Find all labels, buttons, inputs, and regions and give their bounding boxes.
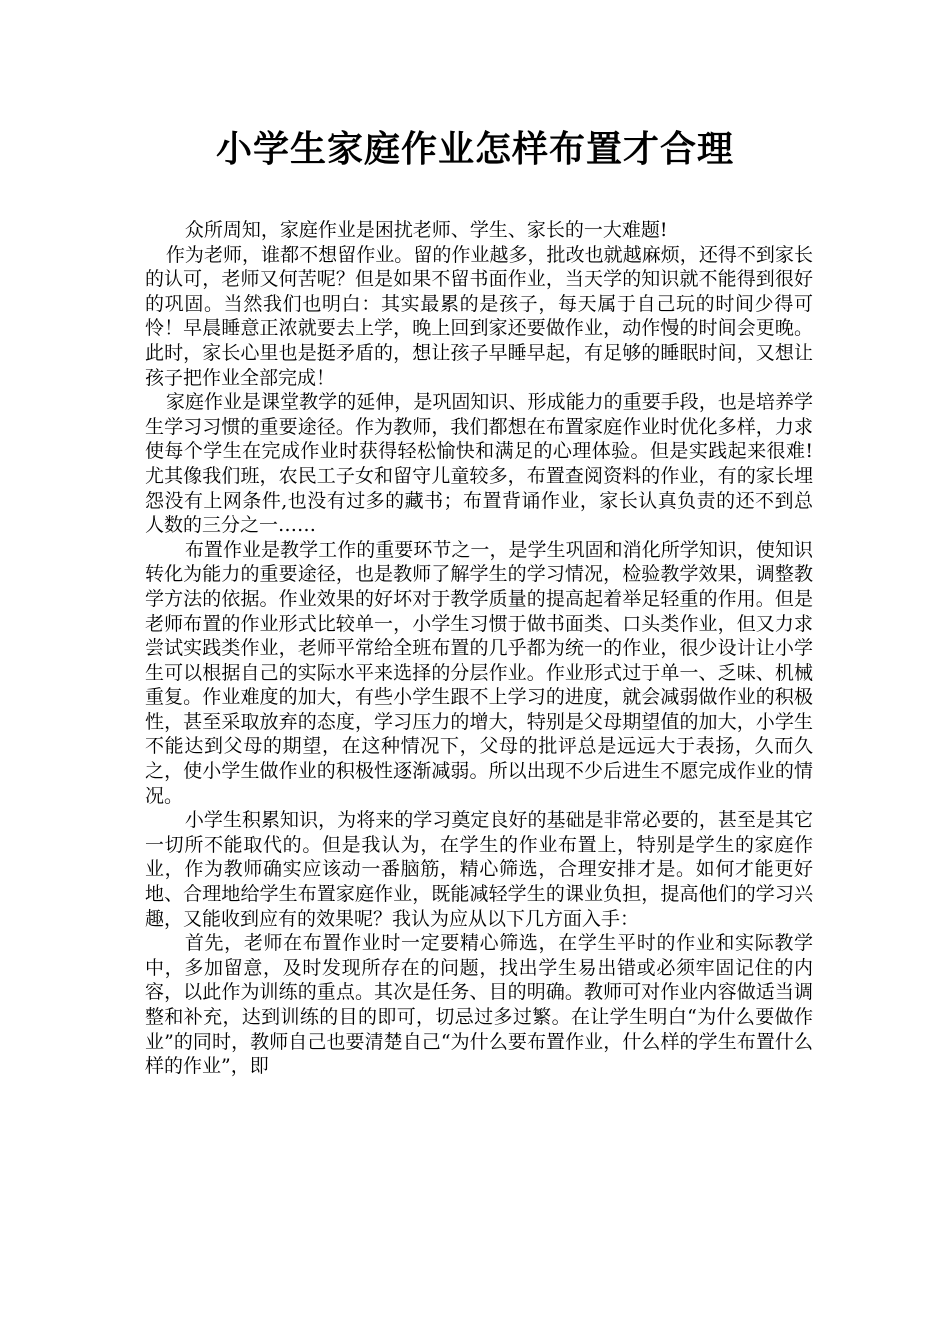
document-title: 小学生家庭作业怎样布置才合理 (215, 129, 734, 170)
paragraph-homework-role: 家庭作业是课堂教学的延伸，是巩固知识、形成能力的重要手段，也是培养学生学习习惯的重要途径。作为教师，我们都想在布置家庭作业时优化多样，力求使每个学生在完成作业时获得轻松愉快和满足的心理体验。但是实践起来很难!尤其像我们班，农民工子女和留守儿童较多，布置查阅资料的作业，有的家长埋怨没有上网条件,也没有过多的藏书；布置背诵作业，家长认真负责的还不到总人数的三分之一…… (145, 391, 813, 537)
paragraph-first-point: 首先，老师在布置作业时一定要精心筛选，在学生平时的作业和实际教学中，多加留意，及时发现所存在的问题，找出学生易出错或必须牢固记住的内容，以此作为训练的重点。其次是任务、目的明确。教师可对作业内容做适当调整和补充，达到训练的目的即可，切忌过多过繁。在让学生明白“为什么要做作业”的同时，教师自己也要清楚自己“为什么要布置作业，什么样的学生布置什么样的作业”，即 (145, 932, 813, 1078)
paragraph-assignment-importance: 布置作业是教学工作的重要环节之一，是学生巩固和消化所学知识，使知识转化为能力的重要途径，也是教师了解学生的学习情况，检验教学效果，调整教学方法的依据。作业效果的好坏对于教学质量的提高起着举足轻重的作用。但是老师布置的作业形式比较单一，小学生习惯于做书面类、口头类作业，但又力求尝试实践类作业，老师平常给全班布置的几乎都为统一的作业，很少设计让小学生可以根据自己的实际水平来选择的分层作业。作业形式过于单一、乏味、机械重复。作业难度的加大，有些小学生跟不上学习的进度，就会减弱做作业的积极性，甚至采取放弃的态度，学习压力的增大，特别是父母期望值的加大，小学生不能达到父母的期望，在这种情况下，父母的批评总是远远大于表扬，久而久之，使小学生做作业的积极性逐渐减弱。所以出现不少后进生不愿完成作业的情况。 (145, 538, 813, 807)
paragraph-intro: 众所周知，家庭作业是困扰老师、学生、家长的一大难题! (184, 219, 668, 241)
document-body (145, 218, 813, 1079)
paragraph-knowledge-accumulation: 小学生积累知识，为将来的学习奠定良好的基础是非常必要的，甚至是其它一切所不能取代的。但是我认为，在学生的作业布置上，特别是学生的家庭作业，作为教师确实应该动一番脑筋，精心筛选，合理安排才是。如何才能更好地、合理地给学生布置家庭作业，既能减轻学生的课业负担，提高他们的学习兴趣，又能收到应有的效果呢？我认为应从以下几方面入手： (145, 809, 813, 930)
paragraph-teacher-view: 作为老师，谁都不想留作业。留的作业越多，批改也就越麻烦，还得不到家长的认可，老师又何苦呢？但是如果不留书面作业，当天学的知识就不能得到很好的巩固。当然我们也明白：其实最累的是孩子，每天属于自己玩的时间少得可怜！早晨睡意正浓就要去上学，晚上回到家还要做作业，动作慢的时间会更晚。此时，家长心里也是挺矛盾的，想让孩子早睡早起，有足够的睡眠时间，又想让孩子把作业全部完成！ (145, 243, 813, 389)
